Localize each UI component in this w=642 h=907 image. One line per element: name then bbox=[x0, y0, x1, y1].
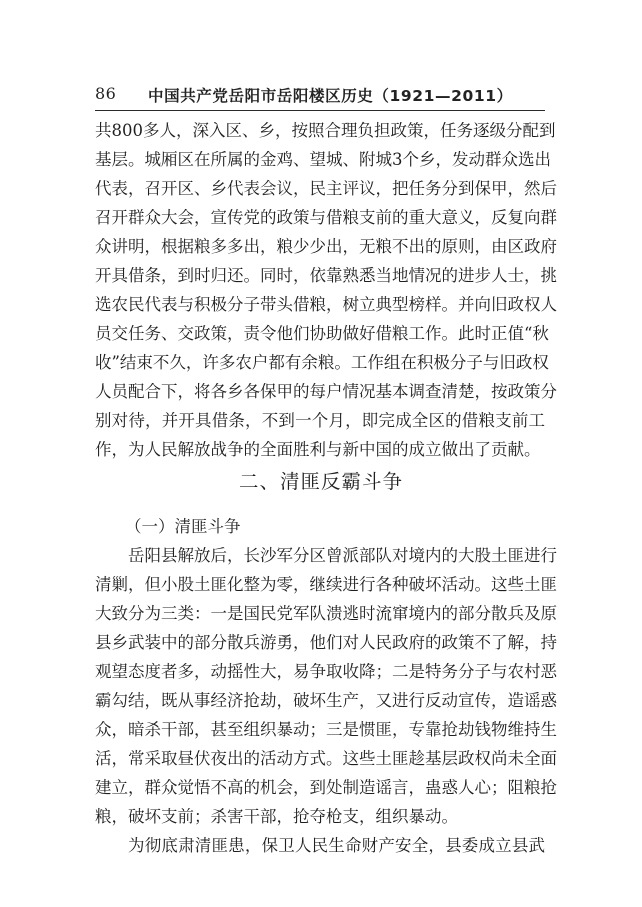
text-line: 霸勾结，既从事经济抢劫，破坏生产，又进行反动宣传，造谣惑 bbox=[95, 691, 557, 710]
text-line: 人员配合下，将各乡各保甲的每户情况基本调查清楚，按政策分 bbox=[95, 382, 557, 401]
text-line: 粮，破坏支前；杀害干部，抢夺枪支，组织暴动。 bbox=[95, 807, 458, 826]
text-line: 召开群众大会，宣传党的政策与借粮支前的重大意义，反复向群 bbox=[95, 208, 557, 227]
book-title: 中国共产党岳阳市岳阳楼区历史（1921—2011） bbox=[148, 87, 513, 105]
text-line: 开具借条，到时归还。同时，依靠熟悉当地情况的进步人士，挑 bbox=[95, 266, 557, 285]
running-header bbox=[95, 82, 545, 111]
section-heading: 二、清匪反霸斗争 bbox=[238, 470, 403, 493]
text-line: 建立，群众觉悟不高的机会，到处制造谣言，蛊惑人心；阻粮抢 bbox=[95, 778, 557, 797]
text-line: 观望态度者多，动摇性大，易争取收降；二是特务分子与农村恶 bbox=[95, 662, 557, 681]
text-line: 为彻底肃清匪患，保卫人民生命财产安全，县委成立县武 bbox=[128, 836, 545, 855]
text-line: 作，为人民解放战争的全面胜利与新中国的成立做出了贡献。 bbox=[95, 440, 541, 459]
text-line: 代表，召开区、乡代表会议，民主评议，把任务分到保甲，然后 bbox=[95, 179, 557, 198]
text-line: 员交任务、交政策，责令他们协助做好借粮工作。此时正值“秋 bbox=[95, 324, 549, 343]
text-line: 众讲明，根据粮多多出，粮少少出，无粮不出的原则，由区政府 bbox=[95, 237, 557, 256]
text-line: 县乡武装中的部分散兵游勇，他们对人民政府的政策不了解，持 bbox=[95, 633, 557, 652]
text-line: 基层。城厢区在所属的金鸡、望城、附城3个乡，发动群众选出 bbox=[95, 150, 551, 169]
text-line: 清剿，但小股土匪化整为零，继续进行各种破坏活动。这些土匪 bbox=[95, 575, 557, 594]
text-line: 选农民代表与积极分子带头借粮，树立典型榜样。并向旧政权人 bbox=[95, 295, 557, 314]
text-line: 岳阳县解放后，长沙军分区曾派部队对境内的大股土匪进行 bbox=[128, 546, 557, 565]
text-line: 活，常采取昼伏夜出的活动方式。这些土匪趁基层政权尚未全面 bbox=[95, 749, 557, 768]
text-line: 共800多人，深入区、乡，按照合理负担政策，任务逐级分配到 bbox=[95, 121, 556, 140]
text-line: 别对待，并开具借条，不到一个月，即完成全区的借粮支前工 bbox=[95, 411, 545, 430]
text-line: 大致分为三类：一是国民党军队溃逃时流窜境内的部分散兵及原 bbox=[95, 604, 557, 623]
page-number: 86 bbox=[95, 84, 117, 103]
subheading: （一）清匪斗争 bbox=[125, 517, 241, 536]
text-line: 众，暗杀干部，甚至组织暴动；三是惯匪，专靠抢劫钱物维持生 bbox=[95, 720, 557, 739]
text-line: 收”结束不久，许多农户都有余粮。工作组在积极分子与旧政权 bbox=[95, 353, 549, 372]
